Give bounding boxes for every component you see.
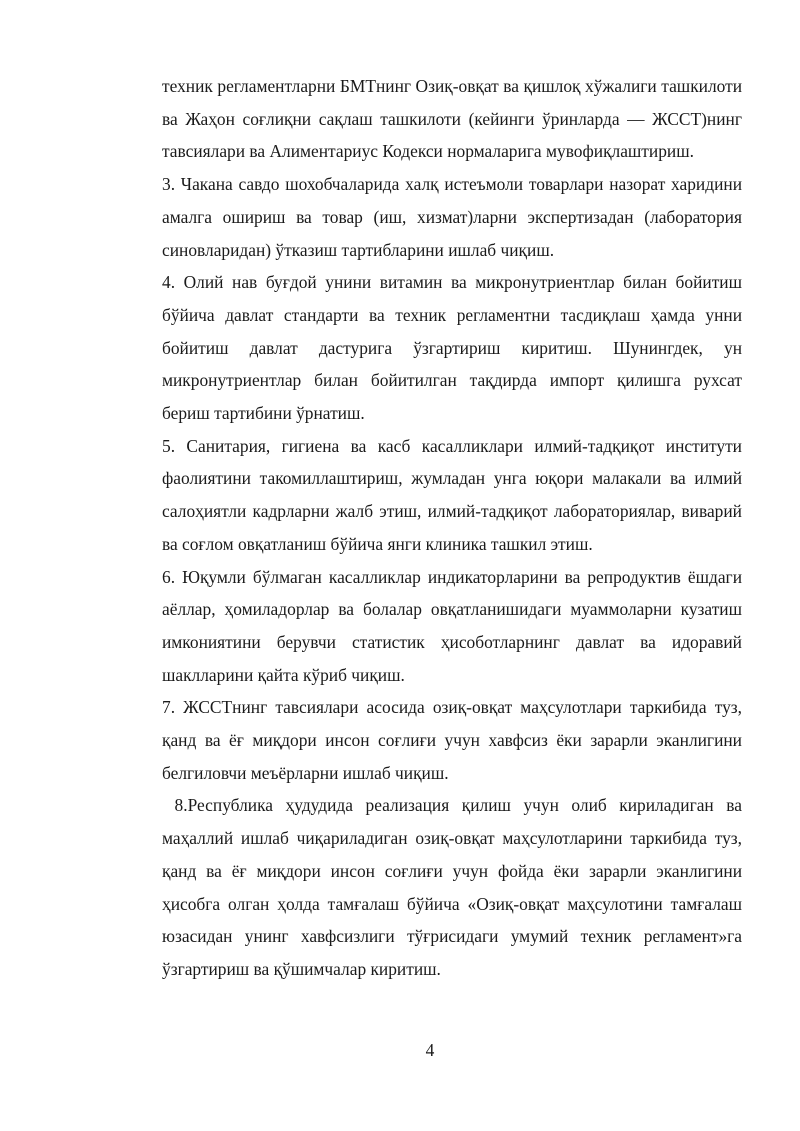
- paragraph-item-7: 7. ЖССТнинг тавсиялари асосида озиқ-овқат маҳсулотлари таркибида туз, қанд ва ёғ миқдори инсон соғлиғи учун хавфсиз ёки зарарли эканлигини белгиловчи меъёрларни ишлаб чиқиш.: [162, 697, 742, 783]
- paragraph-item-8: 8.Республика ҳудудида реализация қилиш учун олиб кириладиган ва маҳаллий ишлаб чиқариладиган озиқ-овқат маҳсулотларини таркибида туз, қанд ва ёғ миқдори инсон соғлиғи учун фойда ёки зарарли эканлигини ҳисобга олган ҳолда тамғалаш бўйича «Озиқ-овқат маҳсулотини тамғалаш юзасидан унинг хавфсизлиги тўғрисидаги умумий техник регламент»га ўзгартириш ва қўшимчалар киритиш.: [162, 795, 747, 979]
- paragraph-item-5: 5. Санитария, гигиена ва касб касалликлари илмий-тадқиқот институти фаолиятини такомиллаштириш, жумладан унга юқори малакали ва илмий салоҳиятли кадрларни жалб этиш, илмий-тадқиқот лабораториялар, виварий ва соғлом овқатланиш бўйича янги клиника ташкил этиш.: [162, 435, 742, 554]
- document-body: [162, 70, 747, 986]
- paragraph-item-3: 3. Чакана савдо шохобчаларида халқ истеъмоли товарлари назорат харидини амалга ошириш ва товар (иш, хизмат)ларни экспертизадан (лаборатория синовларидан) ўтказиш тартибларини ишлаб чиқиш.: [162, 174, 742, 260]
- page-number: 4: [425, 1040, 435, 1060]
- paragraph-item-6: 6. Юқумли бўлмаган касалликлар индикаторларини ва репродуктив ёшдаги аёллар, ҳомиладорлар ва болалар овқатланишидаги муаммоларни кузатиш имкониятини берувчи статистик ҳисоботларнинг давлат ва идоравий шаклларини қайта кўриб чиқиш.: [162, 566, 742, 685]
- paragraph-continuation: техник регламентларни БМТнинг Озиқ-овқат ва қишлоқ хўжалиги ташкилоти ва Жаҳон соғлиқни сақлаш ташкилоти (кейинги ўринларда — ЖССТ)нинг тавсиялари ва Алиментариус Кодекси нормаларига мувофиқлаштириш.: [162, 76, 742, 162]
- paragraph-item-4: 4. Олий нав буғдой унини витамин ва микронутриентлар билан бойитиш бўйича давлат стандарти ва техник регламентни тасдиқлаш ҳамда унни бойитиш давлат дастурига ўзгартириш киритиш. Шунингдек, ун микронутриентлар билан бойитилган тақдирда импорт қилишга рухсат бериш тартибини ўрнатиш.: [162, 272, 742, 424]
